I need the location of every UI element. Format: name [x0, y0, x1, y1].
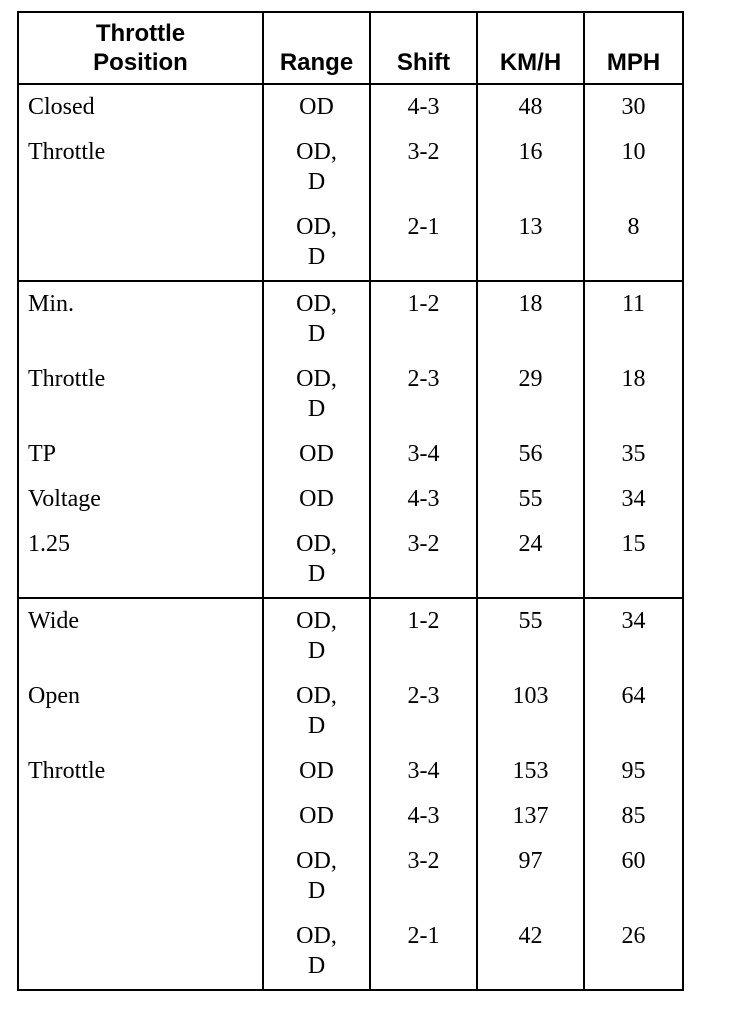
range-value: OD [299, 486, 334, 512]
range-cell [263, 522, 370, 598]
range-cell [263, 281, 370, 357]
range-value: OD, D [296, 923, 337, 979]
shift-cell: 2-1 [370, 914, 477, 990]
kmh-cell: 13 [477, 205, 584, 281]
throttle-position-cell [18, 839, 263, 914]
kmh-cell: 56 [477, 432, 584, 477]
kmh-cell: 55 [477, 598, 584, 674]
mph-cell: 10 [584, 130, 683, 205]
table-row [18, 839, 683, 914]
throttle-position-cell: Wide [18, 598, 263, 674]
throttle-position-cell: Open [18, 674, 263, 749]
header-shift: Shift [370, 12, 477, 84]
shift-cell: 3-2 [370, 522, 477, 598]
table-row [18, 794, 683, 839]
table-row [18, 205, 683, 281]
kmh-cell: 24 [477, 522, 584, 598]
mph-cell: 34 [584, 598, 683, 674]
throttle-position-cell: Throttle [18, 357, 263, 432]
throttle-position-cell: Throttle [18, 749, 263, 794]
shift-cell: 4-3 [370, 477, 477, 522]
range-cell [263, 674, 370, 749]
header-throttle-position: Throttle Position [18, 12, 263, 84]
kmh-cell: 16 [477, 130, 584, 205]
table-row [18, 522, 683, 598]
range-value: OD, D [296, 291, 337, 347]
table-header [18, 12, 683, 84]
kmh-cell: 97 [477, 839, 584, 914]
kmh-cell: 18 [477, 281, 584, 357]
kmh-cell: 103 [477, 674, 584, 749]
kmh-cell: 55 [477, 477, 584, 522]
range-cell [263, 477, 370, 522]
shift-cell: 2-1 [370, 205, 477, 281]
table-row [18, 914, 683, 990]
mph-cell: 26 [584, 914, 683, 990]
range-cell [263, 914, 370, 990]
mph-cell: 11 [584, 281, 683, 357]
table-row [18, 477, 683, 522]
throttle-position-cell: 1.25 [18, 522, 263, 598]
range-value: OD [299, 441, 334, 467]
range-value: OD, D [296, 531, 337, 587]
kmh-cell: 42 [477, 914, 584, 990]
mph-cell: 15 [584, 522, 683, 598]
mph-cell: 8 [584, 205, 683, 281]
header-mph: MPH [584, 12, 683, 84]
shift-cell: 1-2 [370, 598, 477, 674]
shift-speed-table-container [17, 11, 684, 991]
table-row [18, 357, 683, 432]
shift-cell: 2-3 [370, 357, 477, 432]
range-cell [263, 357, 370, 432]
shift-cell: 1-2 [370, 281, 477, 357]
range-cell [263, 84, 370, 130]
range-cell [263, 839, 370, 914]
shift-cell: 4-3 [370, 84, 477, 130]
header-range: Range [263, 12, 370, 84]
table-body [18, 84, 683, 990]
range-cell [263, 130, 370, 205]
range-cell [263, 205, 370, 281]
shift-cell: 2-3 [370, 674, 477, 749]
mph-cell: 60 [584, 839, 683, 914]
shift-cell: 3-2 [370, 130, 477, 205]
kmh-cell: 29 [477, 357, 584, 432]
table-row [18, 598, 683, 674]
table-row [18, 674, 683, 749]
kmh-cell: 137 [477, 794, 584, 839]
header-kmh: KM/H [477, 12, 584, 84]
throttle-position-cell: Throttle [18, 130, 263, 205]
range-value: OD, D [296, 848, 337, 904]
throttle-position-cell: Min. [18, 281, 263, 357]
range-cell [263, 432, 370, 477]
mph-cell: 95 [584, 749, 683, 794]
range-value: OD, D [296, 608, 337, 664]
range-value: OD, D [296, 683, 337, 739]
throttle-position-cell: Voltage [18, 477, 263, 522]
throttle-position-cell [18, 205, 263, 281]
kmh-cell: 48 [477, 84, 584, 130]
shift-cell: 3-4 [370, 432, 477, 477]
mph-cell: 35 [584, 432, 683, 477]
shift-cell: 3-2 [370, 839, 477, 914]
table-row [18, 130, 683, 205]
throttle-position-cell: TP [18, 432, 263, 477]
table-row [18, 749, 683, 794]
mph-cell: 18 [584, 357, 683, 432]
mph-cell: 85 [584, 794, 683, 839]
table-row [18, 281, 683, 357]
kmh-cell: 153 [477, 749, 584, 794]
range-cell [263, 794, 370, 839]
throttle-position-cell [18, 794, 263, 839]
throttle-position-cell [18, 914, 263, 990]
throttle-position-cell: Closed [18, 84, 263, 130]
shift-speed-table [17, 11, 684, 991]
range-value: OD [299, 758, 334, 784]
range-value: OD, D [296, 214, 337, 270]
shift-cell: 4-3 [370, 794, 477, 839]
range-value: OD, D [296, 366, 337, 422]
table-row [18, 84, 683, 130]
range-value: OD [299, 803, 334, 829]
mph-cell: 64 [584, 674, 683, 749]
shift-cell: 3-4 [370, 749, 477, 794]
range-value: OD, D [296, 139, 337, 195]
header-row [18, 12, 683, 84]
range-value: OD [299, 94, 334, 120]
mph-cell: 34 [584, 477, 683, 522]
range-cell [263, 598, 370, 674]
table-row [18, 432, 683, 477]
mph-cell: 30 [584, 84, 683, 130]
range-cell [263, 749, 370, 794]
